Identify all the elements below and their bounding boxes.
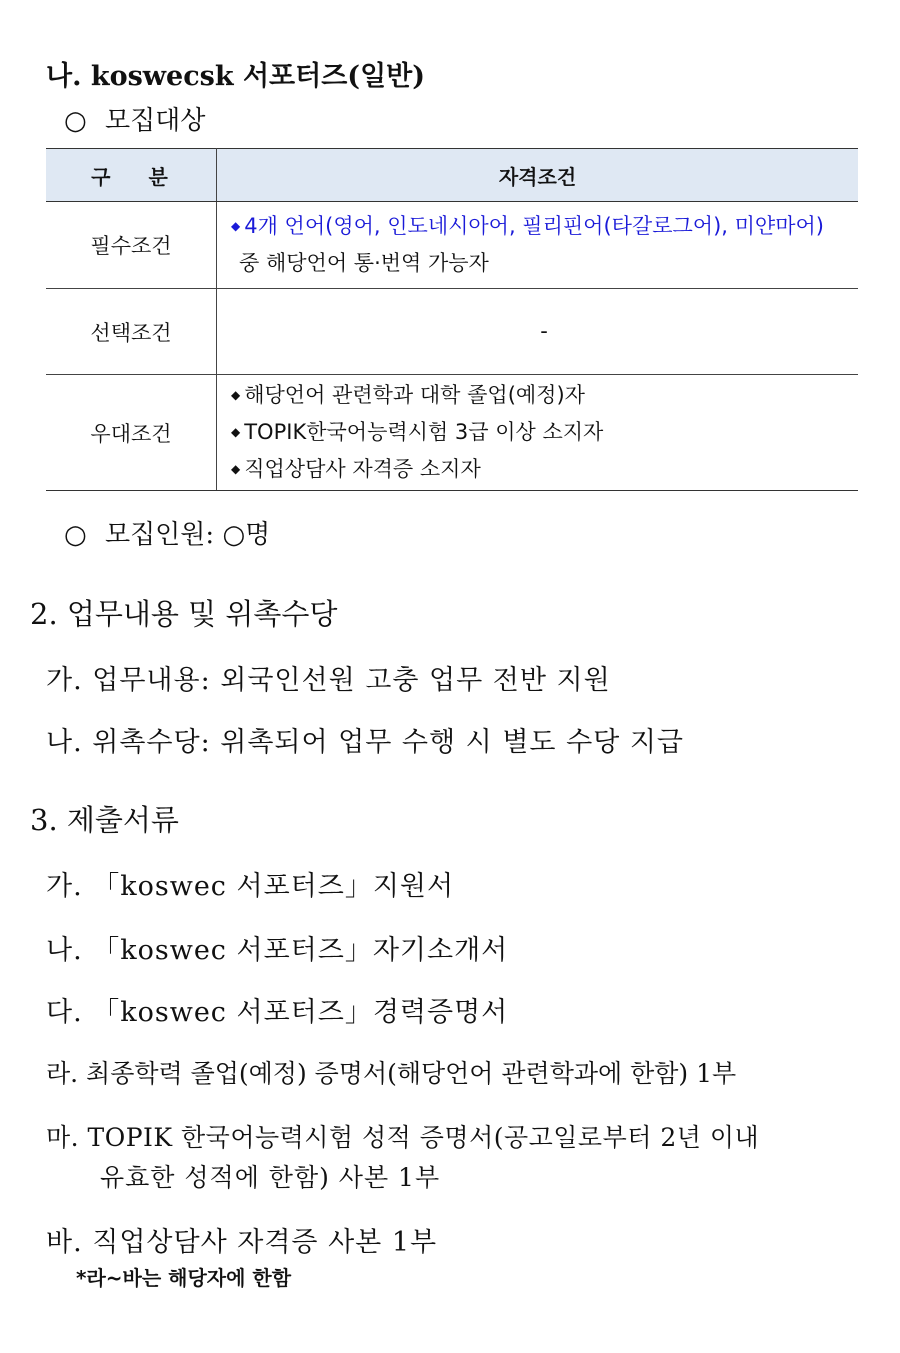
- table-row: [46, 375, 858, 491]
- list-item: 마. TOPIK 한국어능력시험 성적 증명서(공고일로부터 2년 이내: [46, 1123, 760, 1152]
- header-qualification: 자격조건: [217, 149, 859, 202]
- row-conditions: [217, 375, 859, 491]
- header-category: 구분: [46, 149, 217, 202]
- list-item: 가. 「koswec 서포터즈」지원서: [46, 871, 455, 902]
- list-item: 다. 「koswec 서포터즈」경력증명서: [46, 997, 509, 1028]
- section-label: 나.: [46, 61, 82, 92]
- table-row: [46, 202, 858, 289]
- condition-line: ◆ 직업상담사 자격증 소지자: [231, 457, 481, 481]
- section-title-supporters-general: [46, 54, 425, 93]
- list-item: 가. 업무내용: 외국인선원 고충 업무 전반 지원: [46, 665, 611, 696]
- section-title-documents: 3. 제출서류: [30, 803, 179, 837]
- condition-line: ◆ TOPIK한국어능력시험 3급 이상 소지자: [231, 420, 604, 444]
- list-item: 바. 직업상담사 자격증 사본 1부: [46, 1227, 438, 1258]
- diamond-bullet-icon: ◆: [231, 462, 241, 476]
- row-category: 우대조건: [46, 375, 217, 491]
- row-conditions: [217, 202, 859, 289]
- diamond-bullet-icon: ◆: [231, 388, 241, 402]
- recruit-target-heading: [64, 100, 205, 137]
- condition-line: ◆ 4개 언어(영어, 인도네시아어, 필리핀어(타갈로그어), 미얀마어): [231, 214, 824, 238]
- qualification-table: [46, 148, 858, 491]
- row-category: 선택조건: [46, 289, 217, 375]
- table-row: [46, 289, 858, 375]
- list-item: 라. 최종학력 졸업(예정) 증명서(해당언어 관련학과에 한함) 1부: [46, 1059, 737, 1088]
- diamond-bullet-icon: ◆: [231, 425, 241, 439]
- list-item: 나. 「koswec 서포터즈」자기소개서: [46, 935, 509, 966]
- recruit-target-label: 모집대상: [104, 106, 206, 136]
- table-header-row: [46, 149, 858, 202]
- circle-bullet-icon: ○: [64, 106, 87, 136]
- footnote: *라~바는 해당자에 한함: [76, 1266, 292, 1290]
- diamond-bullet-icon: ◆: [231, 219, 241, 233]
- circle-bullet-icon: ○: [64, 520, 87, 550]
- list-item-continued: 유효한 성적에 한함) 사본 1부: [100, 1163, 441, 1192]
- condition-line: 중 해당언어 통·번역 가능자: [239, 251, 489, 275]
- recruit-count-text: 모집인원: ○명: [104, 520, 271, 550]
- list-item: 나. 위촉수당: 위촉되어 업무 수행 시 별도 수당 지급: [46, 727, 684, 758]
- row-category: 필수조건: [46, 202, 217, 289]
- section-title-duties: 2. 업무내용 및 위촉수당: [30, 597, 338, 631]
- condition-line: ◆ 해당언어 관련학과 대학 졸업(예정)자: [231, 383, 585, 407]
- recruit-count: [64, 514, 270, 551]
- section-title-text: koswecsk 서포터즈(일반): [90, 61, 426, 92]
- row-conditions: -: [217, 289, 859, 375]
